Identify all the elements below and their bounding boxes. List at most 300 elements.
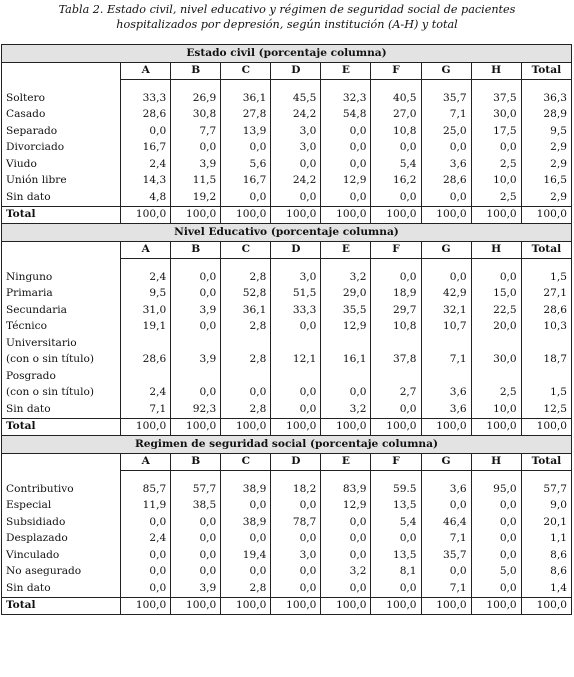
spacer-cell	[221, 259, 271, 270]
cell-value: 4,8	[121, 189, 171, 206]
table-row	[2, 90, 572, 107]
cell-value	[521, 335, 571, 352]
table-row	[2, 352, 572, 369]
total-value: 100,0	[471, 418, 521, 436]
total-value: 100,0	[121, 418, 171, 436]
column-header-row	[2, 62, 572, 80]
table-row	[2, 140, 572, 157]
cell-value: 35,7	[421, 90, 471, 107]
cell-value: 18,7	[521, 352, 571, 369]
cell-value: 2,9	[521, 140, 571, 157]
cell-value: 0,0	[171, 564, 221, 581]
cell-value: 0,0	[171, 514, 221, 531]
cell-value: 0,0	[121, 514, 171, 531]
spacer-row	[2, 471, 572, 482]
total-value: 100,0	[171, 597, 221, 615]
cell-value: 7,1	[421, 107, 471, 124]
cell-value: 20,1	[521, 514, 571, 531]
column-header: A	[121, 453, 171, 471]
cell-value: 36,3	[521, 90, 571, 107]
cell-value	[321, 335, 371, 352]
cell-value: 0,0	[321, 385, 371, 402]
cell-value: 0,0	[171, 269, 221, 286]
cell-value: 0,0	[271, 385, 321, 402]
table-row	[2, 302, 572, 319]
row-label: No asegurado	[2, 564, 121, 581]
cell-value: 38,9	[221, 514, 271, 531]
column-header: E	[321, 241, 371, 259]
cell-value: 35,7	[421, 547, 471, 564]
cell-value: 45,5	[271, 90, 321, 107]
column-header: H	[471, 62, 521, 80]
cell-value	[421, 335, 471, 352]
cell-value: 78,7	[271, 514, 321, 531]
table-row	[2, 401, 572, 418]
cell-value	[171, 335, 221, 352]
cell-value: 0,0	[221, 385, 271, 402]
table-row	[2, 107, 572, 124]
spacer-cell	[2, 471, 121, 482]
column-header: F	[371, 453, 421, 471]
spacer-cell	[121, 259, 171, 270]
cell-value: 0,0	[221, 531, 271, 548]
cell-value: 8,6	[521, 547, 571, 564]
cell-value: 0,0	[321, 140, 371, 157]
cell-value: 83,9	[321, 481, 371, 498]
cell-value: 0,0	[371, 401, 421, 418]
row-label: Universitario	[2, 335, 121, 352]
spacer-cell	[421, 259, 471, 270]
table-row	[2, 319, 572, 336]
cell-value: 36,1	[221, 302, 271, 319]
table-row	[2, 335, 572, 352]
spacer-cell	[271, 259, 321, 270]
cell-value: 0,0	[471, 269, 521, 286]
column-header: H	[471, 453, 521, 471]
cell-value: 11,9	[121, 498, 171, 515]
column-header: C	[221, 453, 271, 471]
total-value: 100,0	[521, 206, 571, 224]
spacer-cell	[121, 471, 171, 482]
spacer-cell	[221, 471, 271, 482]
cell-value: 52,8	[221, 286, 271, 303]
row-label: Contributivo	[2, 481, 121, 498]
cell-value: 0,0	[271, 564, 321, 581]
cell-value: 0,0	[421, 269, 471, 286]
total-value: 100,0	[221, 597, 271, 615]
cell-value: 37,8	[371, 352, 421, 369]
table-row	[2, 189, 572, 206]
column-header: D	[271, 62, 321, 80]
cell-value: 0,0	[121, 547, 171, 564]
total-label: Total	[2, 597, 121, 615]
cell-value: 0,0	[221, 140, 271, 157]
cell-value: 38,9	[221, 481, 271, 498]
cell-value: 12,9	[321, 319, 371, 336]
row-label: Unión libre	[2, 173, 121, 190]
total-value: 100,0	[171, 206, 221, 224]
cell-value: 38,5	[171, 498, 221, 515]
cell-value	[521, 368, 571, 385]
cell-value: 0,0	[271, 401, 321, 418]
total-value: 100,0	[421, 418, 471, 436]
table-row	[2, 531, 572, 548]
table-row	[2, 498, 572, 515]
cell-value: 12,1	[271, 352, 321, 369]
row-label: Sin dato	[2, 580, 121, 597]
table-row	[2, 580, 572, 597]
section-title-row	[2, 45, 572, 63]
spacer-cell	[321, 259, 371, 270]
cell-value: 2,4	[121, 269, 171, 286]
cell-value: 25,0	[421, 123, 471, 140]
cell-value	[471, 368, 521, 385]
spacer-cell	[221, 80, 271, 91]
cell-value: 0,0	[371, 580, 421, 597]
total-value: 100,0	[171, 418, 221, 436]
table-row	[2, 481, 572, 498]
spacer-cell	[321, 80, 371, 91]
column-header: A	[121, 241, 171, 259]
cell-value: 24,2	[271, 173, 321, 190]
cell-value	[221, 335, 271, 352]
cell-value: 0,0	[321, 547, 371, 564]
total-row	[2, 597, 572, 615]
cell-value: 11,5	[171, 173, 221, 190]
row-label: Sin dato	[2, 189, 121, 206]
row-label: Soltero	[2, 90, 121, 107]
spacer-cell	[2, 80, 121, 91]
cell-value: 0,0	[171, 531, 221, 548]
cell-value: 13,5	[371, 547, 421, 564]
total-value: 100,0	[321, 597, 371, 615]
cell-value: 95,0	[471, 481, 521, 498]
cell-value: 29,0	[321, 286, 371, 303]
cell-value: 0,0	[471, 531, 521, 548]
cell-value: 0,0	[221, 189, 271, 206]
cell-value: 22,5	[471, 302, 521, 319]
cell-value	[171, 368, 221, 385]
row-label: Subsidiado	[2, 514, 121, 531]
cell-value: 27,1	[521, 286, 571, 303]
column-header: Total	[521, 241, 571, 259]
cell-value: 1,4	[521, 580, 571, 597]
column-header: G	[421, 453, 471, 471]
total-value: 100,0	[271, 597, 321, 615]
spacer-cell	[171, 471, 221, 482]
cell-value	[271, 368, 321, 385]
cell-value: 37,5	[471, 90, 521, 107]
cell-value: 28,6	[121, 352, 171, 369]
spacer-cell	[271, 471, 321, 482]
row-label: Posgrado	[2, 368, 121, 385]
cell-value: 33,3	[271, 302, 321, 319]
cell-value: 19,2	[171, 189, 221, 206]
cell-value: 54,8	[321, 107, 371, 124]
cell-value: 2,5	[471, 189, 521, 206]
table-row	[2, 269, 572, 286]
cell-value: 0,0	[321, 531, 371, 548]
total-row	[2, 418, 572, 436]
cell-value: 10,3	[521, 319, 571, 336]
cell-value: 12,9	[321, 498, 371, 515]
column-header: Total	[521, 62, 571, 80]
row-label: (con o sin título)	[2, 385, 121, 402]
cell-value	[321, 368, 371, 385]
cell-value: 1,5	[521, 385, 571, 402]
table-caption	[0, 0, 574, 38]
column-header: E	[321, 453, 371, 471]
cell-value: 36,1	[221, 90, 271, 107]
cell-value: 7,1	[421, 580, 471, 597]
cell-value: 3,9	[171, 302, 221, 319]
table-row	[2, 385, 572, 402]
row-label: Técnico	[2, 319, 121, 336]
cell-value: 2,4	[121, 156, 171, 173]
total-value: 100,0	[221, 206, 271, 224]
cell-value: 12,9	[321, 173, 371, 190]
cell-value	[221, 368, 271, 385]
cell-value: 28,6	[421, 173, 471, 190]
total-value: 100,0	[371, 418, 421, 436]
column-header: D	[271, 453, 321, 471]
cell-value: 30,8	[171, 107, 221, 124]
cell-value: 0,0	[221, 498, 271, 515]
spacer-cell	[421, 80, 471, 91]
cell-value: 5,4	[371, 156, 421, 173]
section-title: Estado civil (porcentaje columna)	[2, 45, 572, 63]
cell-value: 33,3	[121, 90, 171, 107]
cell-value: 16,2	[371, 173, 421, 190]
total-value: 100,0	[221, 418, 271, 436]
cell-value: 59.5	[371, 481, 421, 498]
cell-value: 5,6	[221, 156, 271, 173]
cell-value: 1,5	[521, 269, 571, 286]
cell-value: 42,9	[421, 286, 471, 303]
cell-value: 29,7	[371, 302, 421, 319]
column-header: G	[421, 241, 471, 259]
cell-value: 0,0	[121, 580, 171, 597]
cell-value: 3,0	[271, 123, 321, 140]
column-header: H	[471, 241, 521, 259]
cell-value: 0,0	[271, 580, 321, 597]
column-header-blank	[2, 62, 121, 80]
cell-value: 9,5	[121, 286, 171, 303]
row-label: Ninguno	[2, 269, 121, 286]
column-header-blank	[2, 453, 121, 471]
cell-value: 57,7	[521, 481, 571, 498]
cell-value: 30,0	[471, 107, 521, 124]
cell-value: 0,0	[471, 498, 521, 515]
cell-value: 3,9	[171, 156, 221, 173]
cell-value: 2,8	[221, 269, 271, 286]
spacer-cell	[471, 471, 521, 482]
cell-value	[371, 335, 421, 352]
table-row	[2, 564, 572, 581]
cell-value: 14,3	[121, 173, 171, 190]
column-header: E	[321, 62, 371, 80]
cell-value: 7,1	[421, 531, 471, 548]
cell-value: 0,0	[321, 514, 371, 531]
spacer-cell	[171, 80, 221, 91]
cell-value: 28,9	[521, 107, 571, 124]
column-header: Total	[521, 453, 571, 471]
cell-value: 0,0	[271, 498, 321, 515]
cell-value: 19,1	[121, 319, 171, 336]
cell-value: 0,0	[421, 564, 471, 581]
cell-value: 2,8	[221, 401, 271, 418]
cell-value: 3,9	[171, 580, 221, 597]
cell-value: 0,0	[421, 498, 471, 515]
data-table	[1, 44, 572, 615]
cell-value	[121, 368, 171, 385]
cell-value: 2,4	[121, 531, 171, 548]
column-header: F	[371, 241, 421, 259]
cell-value: 0,0	[171, 140, 221, 157]
cell-value	[121, 335, 171, 352]
cell-value: 0,0	[471, 547, 521, 564]
cell-value: 0,0	[171, 319, 221, 336]
column-header-row	[2, 453, 572, 471]
cell-value: 3,6	[421, 385, 471, 402]
cell-value: 0,0	[371, 189, 421, 206]
row-label: Vinculado	[2, 547, 121, 564]
cell-value: 0,0	[321, 156, 371, 173]
spacer-cell	[371, 259, 421, 270]
cell-value	[271, 335, 321, 352]
cell-value: 10,8	[371, 123, 421, 140]
column-header: C	[221, 62, 271, 80]
cell-value: 0,0	[271, 319, 321, 336]
row-label: Primaria	[2, 286, 121, 303]
total-value: 100,0	[471, 206, 521, 224]
cell-value: 3,2	[321, 269, 371, 286]
cell-value: 16,7	[121, 140, 171, 157]
cell-value: 2,7	[371, 385, 421, 402]
cell-value: 3,0	[271, 140, 321, 157]
section-title: Nivel Educativo (porcentaje columna)	[2, 224, 572, 242]
cell-value: 8,1	[371, 564, 421, 581]
row-label: Especial	[2, 498, 121, 515]
cell-value: 10,7	[421, 319, 471, 336]
cell-value: 13,5	[371, 498, 421, 515]
total-value: 100,0	[421, 597, 471, 615]
cell-value: 7,1	[421, 352, 471, 369]
cell-value: 10,0	[471, 401, 521, 418]
column-header: B	[171, 241, 221, 259]
row-label: Sin dato	[2, 401, 121, 418]
cell-value: 30,0	[471, 352, 521, 369]
cell-value: 3,2	[321, 564, 371, 581]
cell-value: 0,0	[471, 514, 521, 531]
cell-value: 31,0	[121, 302, 171, 319]
spacer-cell	[521, 471, 571, 482]
spacer-cell	[121, 80, 171, 91]
cell-value: 15,0	[471, 286, 521, 303]
total-label: Total	[2, 206, 121, 224]
cell-value: 10,8	[371, 319, 421, 336]
cell-value: 2,9	[521, 189, 571, 206]
cell-value: 3,0	[271, 547, 321, 564]
cell-value: 85,7	[121, 481, 171, 498]
row-label: Secundaria	[2, 302, 121, 319]
spacer-cell	[521, 259, 571, 270]
spacer-cell	[2, 259, 121, 270]
cell-value: 2,5	[471, 385, 521, 402]
cell-value: 2,4	[121, 385, 171, 402]
total-value: 100,0	[421, 206, 471, 224]
cell-value: 26,9	[171, 90, 221, 107]
column-header: A	[121, 62, 171, 80]
cell-value: 0,0	[121, 564, 171, 581]
cell-value: 18,2	[271, 481, 321, 498]
cell-value: 13,9	[221, 123, 271, 140]
cell-value: 32,1	[421, 302, 471, 319]
spacer-cell	[371, 471, 421, 482]
cell-value: 0,0	[371, 269, 421, 286]
cell-value: 0,0	[271, 189, 321, 206]
cell-value: 12,5	[521, 401, 571, 418]
total-row	[2, 206, 572, 224]
cell-value: 2,8	[221, 352, 271, 369]
cell-value: 16,7	[221, 173, 271, 190]
column-header: C	[221, 241, 271, 259]
cell-value: 3,6	[421, 401, 471, 418]
spacer-cell	[521, 80, 571, 91]
cell-value: 1,1	[521, 531, 571, 548]
cell-value: 0,0	[321, 123, 371, 140]
cell-value: 10,0	[471, 173, 521, 190]
cell-value: 0,0	[321, 580, 371, 597]
table-row	[2, 173, 572, 190]
row-label: Desplazado	[2, 531, 121, 548]
total-label: Total	[2, 418, 121, 436]
cell-value: 20,0	[471, 319, 521, 336]
cell-value: 0,0	[171, 385, 221, 402]
cell-value: 5,0	[471, 564, 521, 581]
cell-value: 2,8	[221, 319, 271, 336]
cell-value: 57,7	[171, 481, 221, 498]
section-title-row	[2, 224, 572, 242]
total-value: 100,0	[521, 418, 571, 436]
table-row	[2, 156, 572, 173]
cell-value: 0,0	[271, 531, 321, 548]
cell-value: 16,5	[521, 173, 571, 190]
total-value: 100,0	[271, 206, 321, 224]
column-header: B	[171, 453, 221, 471]
spacer-cell	[171, 259, 221, 270]
caption-line-2: hospitalizados por depresión, según institución (A-H) y total	[116, 18, 458, 31]
cell-value: 3,9	[171, 352, 221, 369]
cell-value: 28,6	[521, 302, 571, 319]
spacer-cell	[471, 80, 521, 91]
total-value: 100,0	[371, 206, 421, 224]
total-value: 100,0	[471, 597, 521, 615]
table-row	[2, 368, 572, 385]
cell-value: 7,7	[171, 123, 221, 140]
cell-value: 2,9	[521, 156, 571, 173]
cell-value: 92,3	[171, 401, 221, 418]
cell-value: 16,1	[321, 352, 371, 369]
spacer-row	[2, 259, 572, 270]
cell-value	[471, 335, 521, 352]
table-row	[2, 286, 572, 303]
caption-line-1: Tabla 2. Estado civil, nivel educativo y régimen de seguridad social de pacientes	[58, 3, 516, 16]
cell-value: 51,5	[271, 286, 321, 303]
cell-value	[371, 368, 421, 385]
cell-value: 2,5	[471, 156, 521, 173]
total-value: 100,0	[321, 206, 371, 224]
